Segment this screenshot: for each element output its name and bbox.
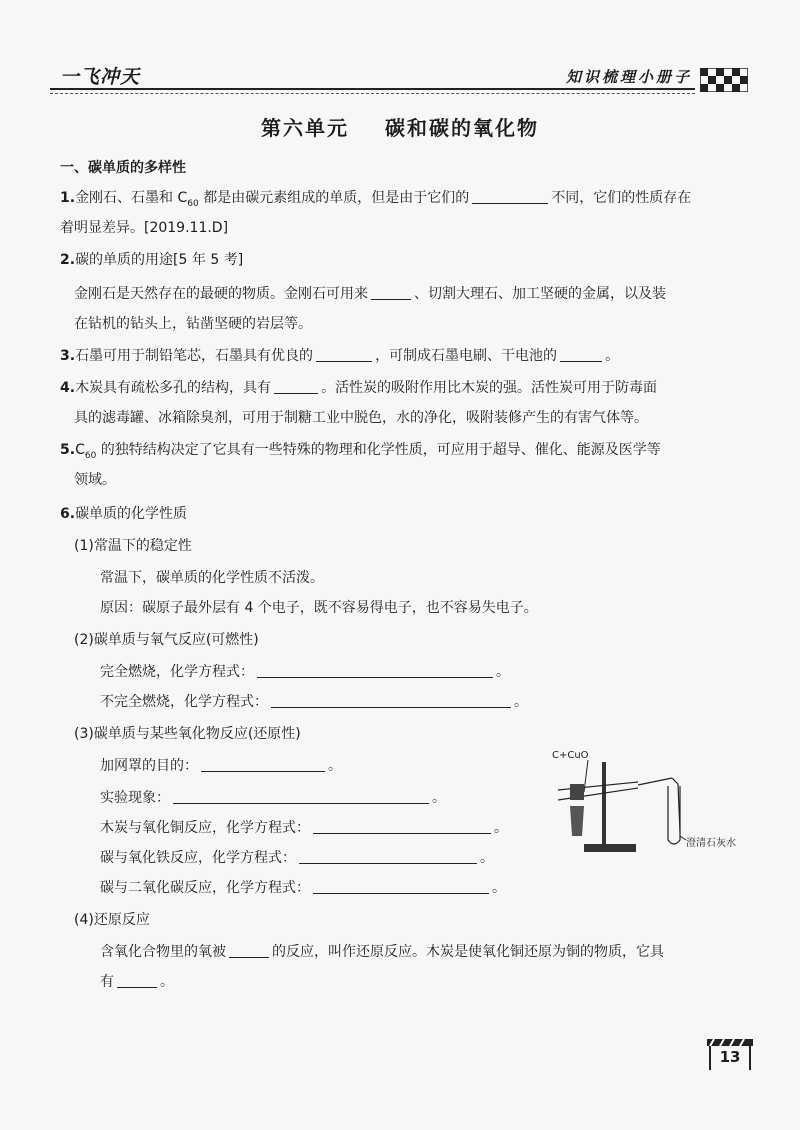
limewater-label: 澄清石灰水 [686, 838, 736, 849]
question-5-line-2: 领域。 [74, 472, 116, 488]
question-6: 6.碳单质的化学性质 [60, 506, 188, 522]
subpart-1-line-2: 原因：碳原子最外层有 4 个电子，既不容易得电子，也不容易失电子。 [100, 600, 538, 616]
question-2-line-2: 金刚石是天然存在的最硬的物质。金刚石可用来 、切割大理石、加工坚硬的金属，以及装 [74, 286, 666, 302]
equation-blank[interactable] [313, 879, 489, 894]
equation-blank[interactable] [299, 849, 477, 864]
header-dashed-rule [50, 93, 695, 94]
page-number-badge [706, 1038, 754, 1072]
subpart-3-line-2: 实验现象： 。 [100, 790, 446, 806]
subpart-3-line-1: 加网罩的目的： 。 [100, 758, 342, 774]
answer-blank[interactable] [472, 189, 548, 204]
page-number: 13 [719, 1048, 741, 1066]
question-2: 2.碳的单质的用途[5 年 5 考] [60, 252, 244, 268]
subpart-1-title: (1)常温下的稳定性 [74, 538, 192, 554]
brand-logo: 一飞冲天 [60, 66, 141, 88]
subpart-3-title: (3)碳单质与某些氧化物反应(还原性) [74, 726, 301, 742]
question-4-line-2: 具的滤毒罐、冰箱除臭剂，可用于制糖工业中脱色，水的净化，吸附装修产生的有害气体等。 [74, 410, 648, 426]
answer-blank[interactable] [117, 973, 157, 988]
subpart-4-line-1: 含氧化合物里的氧被 的反应，叫作还原反应。木炭是使氧化铜还原为铜的物质，它具 [100, 944, 664, 960]
answer-blank[interactable] [274, 379, 318, 394]
subpart-2-line-1: 完全燃烧，化学方程式： 。 [100, 664, 510, 680]
subpart-3-line-5: 碳与二氧化碳反应，化学方程式： 。 [100, 880, 506, 896]
subpart-3-line-3: 木炭与氧化铜反应，化学方程式： 。 [100, 820, 508, 836]
subpart-4-line-2: 有 。 [100, 974, 174, 990]
apparatus-figure [548, 748, 748, 860]
equation-blank[interactable] [313, 819, 491, 834]
subpart-4-title: (4)还原反应 [74, 912, 150, 928]
unit-number: 第六单元 [261, 116, 349, 140]
page-header [50, 58, 748, 100]
booklet-title: 知识梳理小册子 [565, 68, 692, 86]
subpart-2-line-2: 不完全燃烧，化学方程式： 。 [100, 694, 528, 710]
equation-blank[interactable] [271, 693, 511, 708]
answer-blank[interactable] [316, 347, 372, 362]
subpart-3-line-4: 碳与氧化铁反应，化学方程式： 。 [100, 850, 494, 866]
section-title: 一、碳单质的多样性 [60, 160, 186, 176]
reactant-label: C+CuO [552, 750, 589, 761]
subpart-1-line-1: 常温下，碳单质的化学性质不活泼。 [100, 570, 324, 586]
question-4: 4.木炭具有疏松多孔的结构，具有 。活性炭的吸附作用比木炭的强。活性炭可用于防毒面 [60, 380, 658, 396]
answer-blank[interactable] [229, 943, 269, 958]
answer-blank[interactable] [173, 789, 429, 804]
header-rule [50, 88, 695, 90]
answer-blank[interactable] [560, 347, 602, 362]
question-3: 3.石墨可用于制铅笔芯，石墨具有优良的 ，可制成石墨电刷、干电池的 。 [60, 348, 620, 364]
question-1: 1.金刚石、石墨和 $C_{60}$ 都是由碳元素组成的单质，但是由于它们的 不同，它们的性质存在 [60, 190, 692, 209]
checker-icon [700, 68, 748, 92]
subpart-2-title: (2)碳单质与氧气反应(可燃性) [74, 632, 259, 648]
question-2-line-3: 在钻机的钻头上，钻凿坚硬的岩层等。 [74, 316, 312, 332]
unit-name: 碳和碳的氧化物 [385, 116, 539, 140]
answer-blank[interactable] [201, 757, 325, 772]
answer-blank[interactable] [371, 285, 411, 300]
unit-title [0, 112, 800, 141]
equation-blank[interactable] [257, 663, 493, 678]
question-1-line-2: 着明显差异。[2019.11.D] [60, 220, 229, 236]
question-5: $5.C_{60}$ 的独特结构决定了它具有一些特殊的物理和化学性质，可应用于超导、催化、能源及医学等 [60, 442, 661, 461]
